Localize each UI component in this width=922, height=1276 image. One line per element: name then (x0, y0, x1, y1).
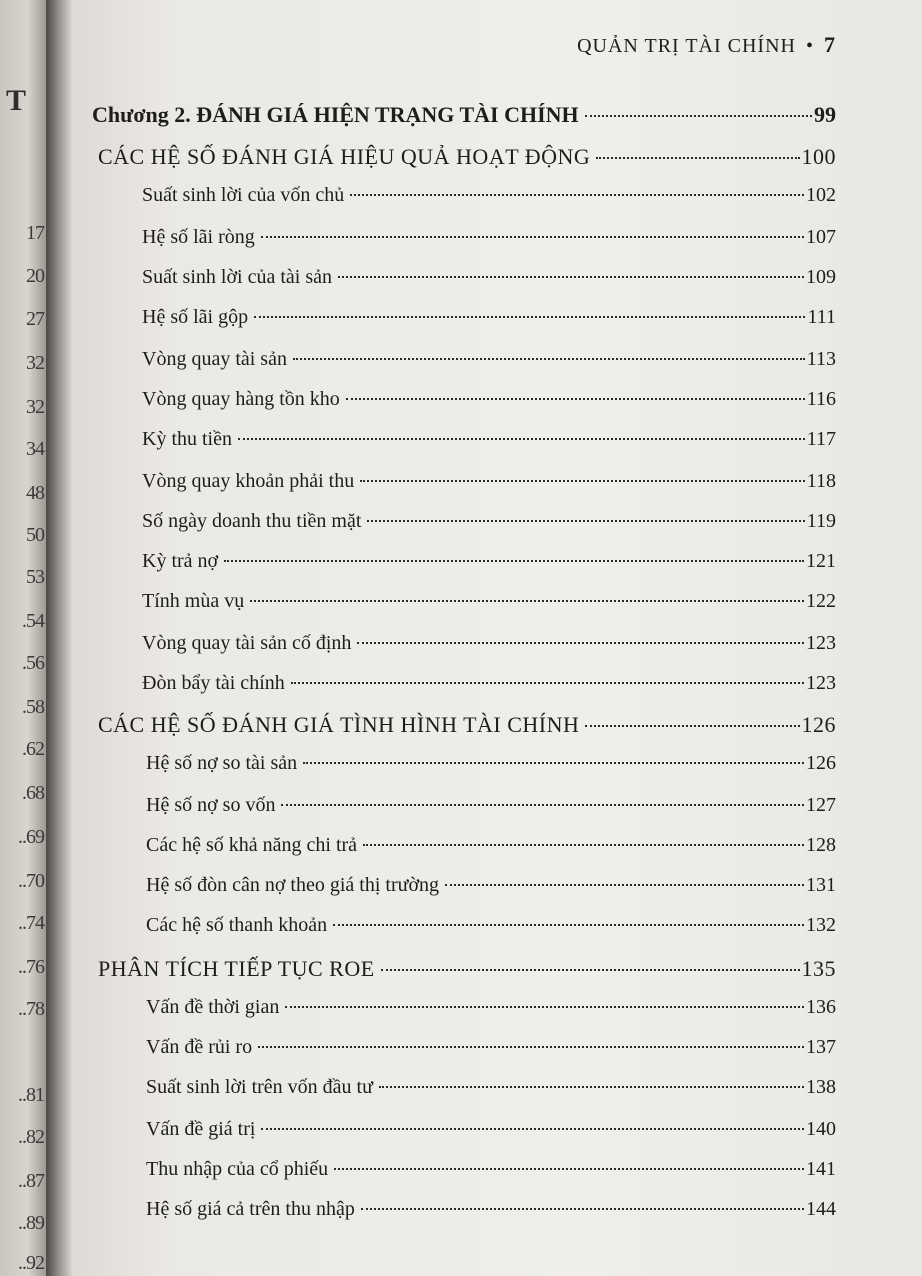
dot-leader (293, 358, 805, 360)
toc-entry-page-number: 140 (806, 1118, 836, 1140)
dot-leader (357, 642, 804, 644)
toc-entry-page-number: 107 (806, 226, 836, 248)
toc-entry-item (142, 470, 836, 500)
dot-leader (350, 194, 804, 196)
toc-entry-title: Đòn bẩy tài chính (142, 672, 285, 694)
dot-leader (367, 520, 804, 522)
left-page-number: 32 (26, 352, 44, 374)
toc-entry-title: Vòng quay tài sản cố định (142, 632, 352, 654)
left-page-number: 32 (26, 396, 44, 418)
running-head-title: QUẢN TRỊ TÀI CHÍNH (577, 35, 796, 57)
left-page-number: 48 (26, 482, 44, 504)
dot-leader (360, 480, 805, 482)
left-page-number: ..70 (18, 870, 44, 892)
toc-entry-title: Hệ số lãi ròng (142, 226, 255, 248)
toc-entry-title: Vấn đề giá trị (146, 1118, 256, 1140)
toc-entry-item (142, 590, 836, 620)
toc-entry-page-number: 141 (806, 1158, 836, 1180)
toc-entry-item (142, 306, 836, 336)
dot-leader (585, 115, 812, 117)
toc-entry-page-number: 132 (806, 914, 836, 936)
toc-entry-item (142, 428, 836, 458)
left-page-number: ..74 (18, 912, 44, 934)
left-page-edge (0, 0, 46, 1276)
left-page-number: .56 (22, 652, 44, 674)
toc-entry-section (98, 712, 836, 742)
toc-entry-item (142, 672, 836, 702)
left-page-number: .68 (22, 782, 44, 804)
toc-entry-title: Chương 2. ĐÁNH GIÁ HIỆN TRẠNG TÀI CHÍNH (92, 102, 579, 127)
toc-entry-title: Các hệ số khả năng chi trả (146, 834, 358, 856)
left-page-number: ..89 (18, 1212, 44, 1234)
toc-entry-page-number: 121 (806, 550, 836, 572)
toc-entry-page-number: 118 (806, 470, 836, 492)
toc-entry-item (142, 388, 836, 418)
left-page-number: 53 (26, 566, 44, 588)
dot-leader (285, 1006, 804, 1008)
toc-entry-title: Vấn đề rủi ro (146, 1036, 253, 1058)
dot-leader (291, 682, 804, 684)
toc-entry-title: Hệ số lãi gộp (142, 306, 249, 328)
toc-entry-item (142, 510, 836, 540)
left-page-number: ..69 (18, 826, 44, 848)
toc-entry-item (146, 1158, 836, 1188)
dot-leader (250, 600, 804, 602)
dot-leader (261, 236, 804, 238)
toc-entry-page-number: 126 (801, 712, 836, 737)
toc-entry-page-number: 123 (806, 672, 836, 694)
toc-entry-title: Các hệ số thanh khoản (146, 914, 328, 936)
toc-entry-item (146, 1198, 836, 1228)
toc-entry-item (146, 874, 836, 904)
toc-entry-item (146, 1118, 836, 1148)
left-page-number: 17 (26, 222, 44, 244)
toc-entry-page-number: 109 (806, 266, 836, 288)
toc-entry-item (142, 550, 836, 580)
toc-entry-item (146, 794, 836, 824)
dot-leader (238, 438, 805, 440)
running-head-separator: • (805, 35, 814, 57)
left-page-number: .58 (22, 696, 44, 718)
left-page-number: ..92 (18, 1252, 44, 1274)
running-head (577, 32, 836, 58)
toc-entry-title: Số ngày doanh thu tiền mặt (142, 510, 362, 532)
toc-entry-title: Thu nhập của cổ phiếu (146, 1158, 329, 1180)
toc-entry-title: Tính mùa vụ (142, 590, 245, 612)
toc-entry-title: Hệ số nợ so tài sản (146, 752, 298, 774)
toc-entry-item (146, 1036, 836, 1066)
dot-leader (361, 1208, 804, 1210)
toc-entry-title: Hệ số đòn cân nợ theo giá thị trường (146, 874, 440, 896)
toc-entry-page-number: 131 (806, 874, 836, 896)
toc-entry-page-number: 116 (806, 388, 836, 410)
dot-leader (281, 804, 804, 806)
toc-entry-page-number: 123 (806, 632, 836, 654)
dot-leader (445, 884, 804, 886)
dot-leader (303, 762, 804, 764)
toc-page (72, 0, 922, 1276)
toc-entry-page-number: 136 (806, 996, 836, 1018)
toc-entry-page-number: 137 (806, 1036, 836, 1058)
toc-entry-item (146, 752, 836, 782)
toc-entry-chapter (92, 102, 836, 132)
toc-entry-page-number: 117 (806, 428, 836, 450)
dot-leader (254, 316, 805, 318)
toc-entry-section (98, 144, 836, 174)
dot-leader (381, 969, 800, 971)
toc-entry-title: Hệ số nợ so vốn (146, 794, 276, 816)
toc-entry-title: Hệ số giá cả trên thu nhập (146, 1198, 355, 1220)
toc-entry-title: Vòng quay tài sản (142, 348, 287, 370)
toc-entry-item (142, 632, 836, 662)
dot-leader (585, 725, 799, 727)
toc-entry-page-number: 138 (806, 1076, 836, 1098)
toc-entry-title: Suất sinh lời của vốn chủ (142, 184, 345, 206)
toc-entry-page-number: 99 (814, 102, 836, 127)
toc-entry-page-number: 127 (806, 794, 836, 816)
toc-entry-title: PHÂN TÍCH TIẾP TỤC ROE (98, 956, 375, 981)
toc-entry-title: CÁC HỆ SỐ ĐÁNH GIÁ TÌNH HÌNH TÀI CHÍNH (98, 712, 580, 737)
toc-entry-item (142, 226, 836, 256)
toc-entry-page-number: 111 (807, 306, 836, 328)
dot-leader (379, 1086, 804, 1088)
left-page-number: ..87 (18, 1170, 44, 1192)
left-page-number: .54 (22, 610, 44, 632)
left-page-corner-letter: T (6, 84, 27, 117)
dot-leader (338, 276, 804, 278)
toc-entry-page-number: 128 (806, 834, 836, 856)
toc-entry-title: Kỳ trả nợ (142, 550, 219, 572)
toc-entry-title: CÁC HỆ SỐ ĐÁNH GIÁ HIỆU QUẢ HOẠT ĐỘNG (98, 144, 591, 169)
toc-entry-page-number: 135 (801, 956, 836, 981)
left-page-number: 50 (26, 524, 44, 546)
left-page-number: ..81 (18, 1084, 44, 1106)
toc-entry-title: Suất sinh lời trên vốn đầu tư (146, 1076, 373, 1098)
toc-entry-page-number: 119 (806, 510, 836, 532)
toc-entry-item (146, 996, 836, 1026)
toc-entry-item (146, 834, 836, 864)
book-gutter (46, 0, 72, 1276)
dot-leader (261, 1128, 804, 1130)
left-page-number: 34 (26, 438, 44, 460)
toc-entry-item (142, 184, 836, 214)
toc-entry-page-number: 126 (806, 752, 836, 774)
toc-entry-item (146, 1076, 836, 1106)
left-page-number: 20 (26, 265, 44, 287)
dot-leader (363, 844, 804, 846)
dot-leader (333, 924, 804, 926)
left-page-number: .62 (22, 738, 44, 760)
toc-entry-title: Kỳ thu tiền (142, 428, 232, 450)
toc-entry-page-number: 144 (806, 1198, 836, 1220)
left-page-number: ..78 (18, 998, 44, 1020)
toc-entry-page-number: 113 (806, 348, 836, 370)
toc-entry-item (142, 266, 836, 296)
left-page-number: ..82 (18, 1126, 44, 1148)
dot-leader (258, 1046, 804, 1048)
dot-leader (596, 157, 799, 159)
toc-entry-page-number: 122 (806, 590, 836, 612)
page-number: 7 (824, 32, 836, 57)
toc-entry-page-number: 102 (806, 184, 836, 206)
toc-entry-title: Vấn đề thời gian (146, 996, 280, 1018)
toc-entry-section (98, 956, 836, 986)
toc-entry-item (142, 348, 836, 378)
toc-entry-title: Vòng quay khoản phải thu (142, 470, 355, 492)
toc-entry-page-number: 100 (801, 144, 836, 169)
toc-entry-title: Vòng quay hàng tồn kho (142, 388, 340, 410)
dot-leader (334, 1168, 804, 1170)
left-page-number: ..76 (18, 956, 44, 978)
left-page-number: 27 (26, 308, 44, 330)
toc-entry-title: Suất sinh lời của tài sản (142, 266, 332, 288)
dot-leader (346, 398, 805, 400)
dot-leader (224, 560, 804, 562)
toc-entry-item (146, 914, 836, 944)
